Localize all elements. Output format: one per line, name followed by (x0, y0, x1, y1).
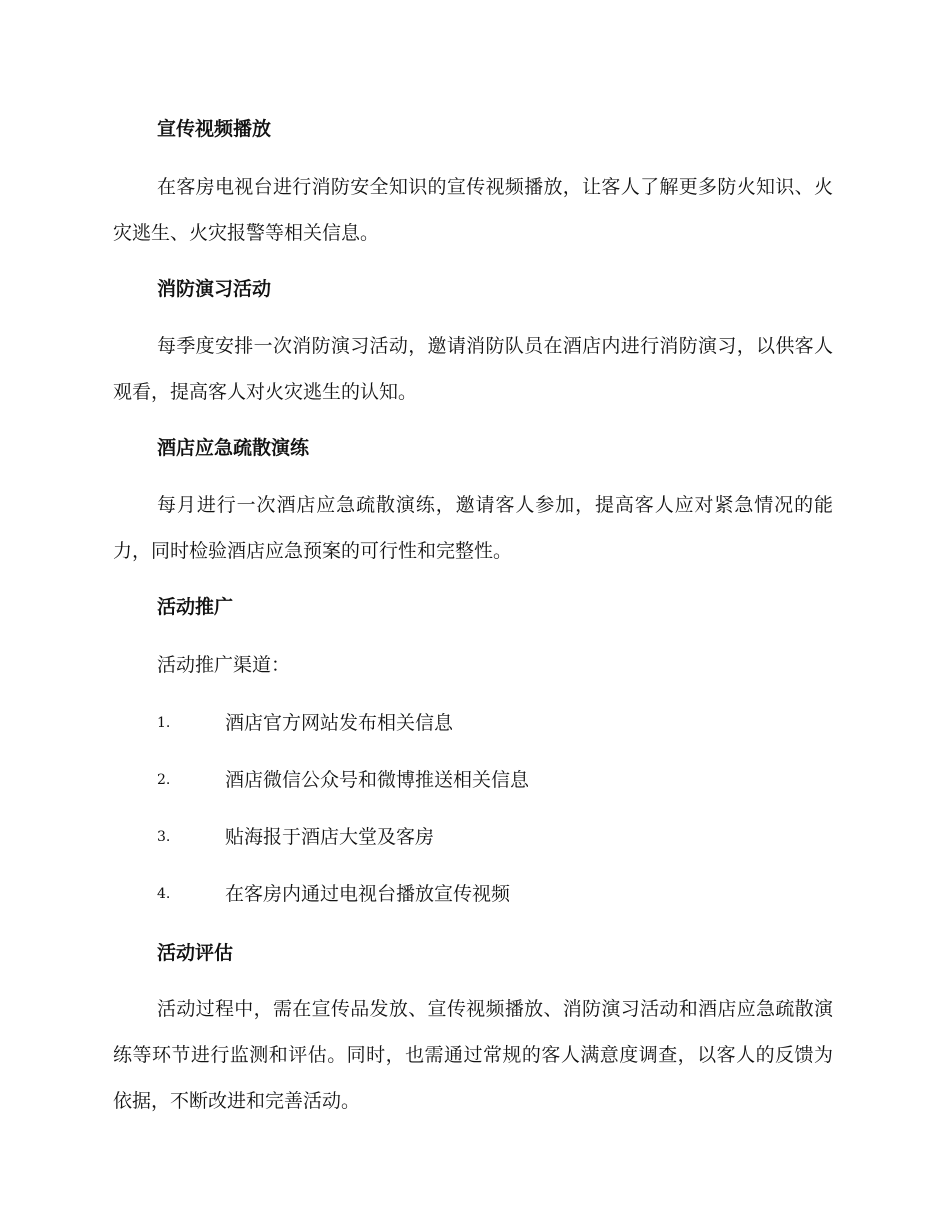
list-item: 贴海报于酒店大堂及客房 (225, 826, 435, 848)
section-body-evaluation: 活动过程中，需在宣传品发放、宣传视频播放、消防演习活动和酒店应急疏散演练等环节进行监测和评估。同时，也需通过常规的客人满意度调查，以客人的反馈为依据，不断改进和完善活动。 (113, 998, 833, 1112)
list-item: 酒店官方网站发布相关信息 (225, 712, 454, 734)
list-item-number: 2. (157, 772, 171, 788)
section-body-drill: 每季度安排一次消防演习活动，邀请消防队员在酒店内进行消防演习，以供客人观看，提高客人对火灾逃生的认知。 (113, 335, 833, 403)
section-heading-evaluation: 活动评估 (157, 942, 234, 964)
section-heading-video: 宣传视频播放 (157, 118, 272, 140)
list-item-number: 4. (157, 886, 171, 902)
list-item-number: 3. (157, 829, 171, 845)
list-item: 酒店微信公众号和微博推送相关信息 (225, 769, 530, 791)
section-heading-promotion: 活动推广 (157, 596, 234, 618)
section-body-video: 在客房电视台进行消防安全知识的宣传视频播放，让客人了解更多防火知识、火灾逃生、火灾报警等相关信息。 (113, 176, 833, 244)
promotion-intro: 活动推广渠道： (157, 654, 291, 676)
list-item-number: 1. (157, 715, 171, 731)
section-body-evacuation: 每月进行一次酒店应急疏散演练，邀请客人参加，提高客人应对紧急情况的能力，同时检验酒店应急预案的可行性和完整性。 (113, 494, 833, 562)
section-heading-drill: 消防演习活动 (157, 278, 272, 300)
section-heading-evacuation: 酒店应急疏散演练 (157, 437, 310, 459)
list-item: 在客房内通过电视台播放宣传视频 (225, 883, 511, 905)
